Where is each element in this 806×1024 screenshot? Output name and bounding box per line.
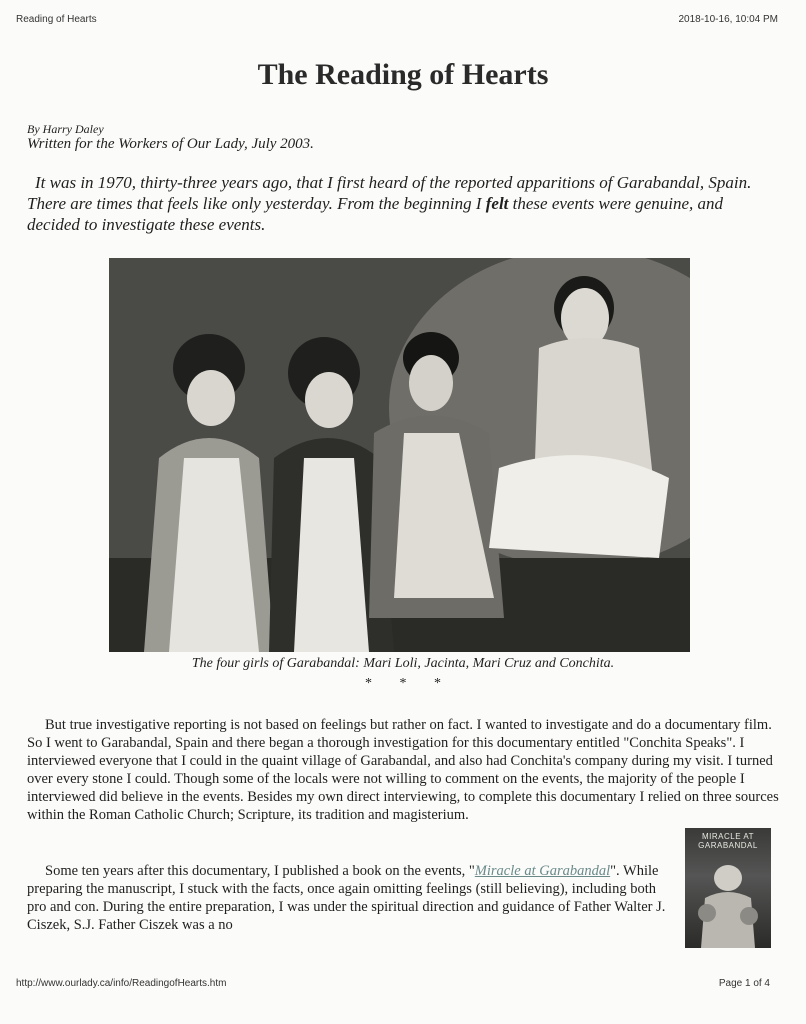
book-cover-illustration bbox=[685, 858, 771, 948]
book-cover-image bbox=[685, 828, 771, 948]
print-header-timestamp: 2018-10-16, 10:04 PM bbox=[678, 14, 778, 25]
book-title-link[interactable]: Miracle at Garabandal bbox=[474, 863, 611, 879]
four-girls-photo bbox=[109, 258, 690, 652]
paragraph-1: But true investigative reporting is not based on feelings but rather on fact. I wanted to investigate and do a documentary film. So I went to Garabandal, Spain and there began a thorough investigation for this documentary entitled "Conchita Speaks". I interviewed everyone that I could in the quaint village of Garabandal, and also had Conchita's company during my visit. I turned over every stone I could. Though some of the locals were not willing to comment on the events, the majority of the people I interviewed did believe in the events. Besides my own direct interviewing, to complete this documentary I relied on three sources within the Roman Catholic Church; Scripture, its tradition and magisterium. bbox=[27, 717, 779, 823]
paragraph-2-end: ". While preparing the manuscript, I stuck with the facts, once again omitting feelings (still believing), including both pro and con. During the entire preparation, I was under the spiritual direction and guidance of Father Walter J. Ciszek, S.J. Father Ciszek was a no bbox=[27, 863, 666, 933]
paragraph-2 bbox=[27, 862, 677, 934]
page-title: The Reading of Hearts bbox=[257, 58, 549, 91]
paragraph-2-start: Some ten years after this documentary, I published a book on the events, " bbox=[45, 863, 475, 879]
print-footer-page-number: Page 1 of 4 bbox=[718, 978, 770, 989]
intro-bold-word: felt bbox=[485, 194, 509, 213]
intro-text-end: these events were genuine, and decided to investigate these events. bbox=[27, 194, 724, 234]
section-separator: * * * bbox=[365, 676, 453, 691]
photo-caption: The four girls of Garabandal: Mari Loli, Jacinta, Mari Cruz and Conchita. bbox=[191, 656, 615, 671]
byline: By Harry Daley bbox=[27, 122, 104, 136]
photo-illustration bbox=[109, 258, 690, 652]
intro-paragraph bbox=[27, 172, 767, 235]
print-footer-url: http://www.ourlady.ca/info/ReadingofHearts.htm bbox=[16, 978, 227, 989]
written-for: Written for the Workers of Our Lady, July 2003. bbox=[27, 136, 314, 152]
print-header-title: Reading of Hearts bbox=[16, 14, 97, 25]
book-cover-title: MIRACLE AT GARABANDAL bbox=[698, 832, 758, 850]
intro-text-start: It was in 1970, thirty-three years ago, that I first heard of the reported apparitions of Garabandal, Spain. There are times that feels like only yesterday. From the beginning I bbox=[27, 173, 752, 213]
